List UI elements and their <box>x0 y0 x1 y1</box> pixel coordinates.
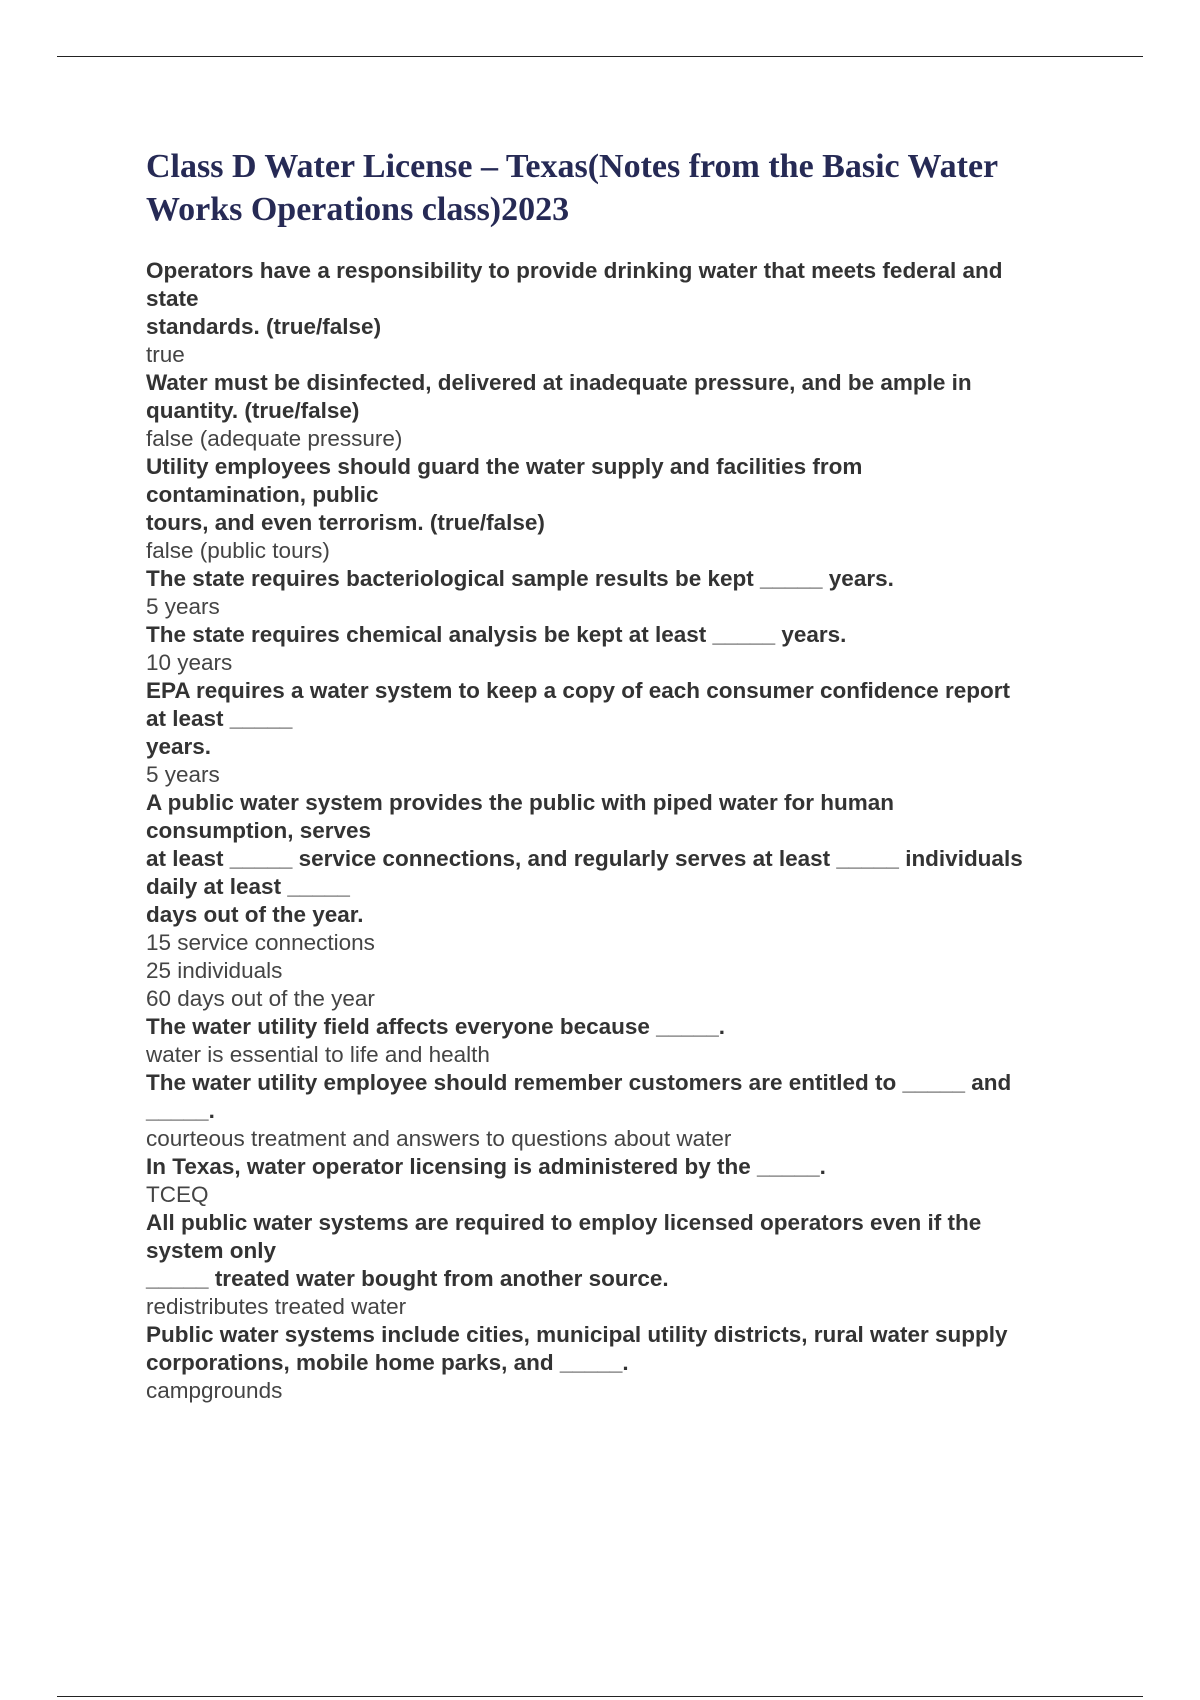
question-line: consumption, serves <box>146 818 372 843</box>
answer-line: courteous treatment and answers to questions about water <box>146 1126 732 1151</box>
question-line: contamination, public <box>146 482 379 507</box>
answer-line: 5 years <box>146 594 220 619</box>
qa-item <box>146 621 1096 677</box>
question-line: In Texas, water operator licensing is administered by the _____. <box>146 1154 826 1179</box>
question-line: daily at least _____ <box>146 874 350 899</box>
answer-line: 15 service connections <box>146 930 375 955</box>
qa-item <box>146 565 1096 621</box>
qa-item <box>146 1069 1096 1153</box>
qa-item <box>146 1013 1096 1069</box>
question-line: Public water systems include cities, municipal utility districts, rural water supply <box>146 1322 1008 1347</box>
qa-list <box>146 257 1096 1405</box>
question-line: _____ treated water bought from another source. <box>146 1266 669 1291</box>
answer-line: water is essential to life and health <box>146 1042 490 1067</box>
qa-item <box>146 1209 1096 1321</box>
title-line: Class D Water License – Texas(Notes from the Basic Water <box>146 148 999 185</box>
question-line: standards. (true/false) <box>146 314 382 339</box>
qa-item <box>146 453 1096 565</box>
question-line: tours, and even terrorism. (true/false) <box>146 510 545 535</box>
question-line: state <box>146 286 199 311</box>
qa-item <box>146 789 1096 1013</box>
question-line: Utility employees should guard the water supply and facilities from <box>146 454 863 479</box>
title-line: Works Operations class)2023 <box>146 191 570 228</box>
qa-item <box>146 369 1096 453</box>
question-line: The water utility employee should remember customers are entitled to _____ and <box>146 1070 1012 1095</box>
answer-line: 25 individuals <box>146 958 283 983</box>
question-line: _____. <box>146 1098 215 1123</box>
qa-item <box>146 257 1096 369</box>
answer-line: 5 years <box>146 762 220 787</box>
answer-line: false (adequate pressure) <box>146 426 403 451</box>
question-line: The state requires chemical analysis be kept at least _____ years. <box>146 622 847 647</box>
answer-line: 60 days out of the year <box>146 986 375 1011</box>
question-line: quantity. (true/false) <box>146 398 360 423</box>
question-line: A public water system provides the public with piped water for human <box>146 790 895 815</box>
answer-line: 10 years <box>146 650 233 675</box>
qa-item <box>146 1153 1096 1209</box>
question-line: The state requires bacteriological sample results be kept _____ years. <box>146 566 894 591</box>
question-line: EPA requires a water system to keep a copy of each consumer confidence report <box>146 678 1011 703</box>
answer-line: false (public tours) <box>146 538 330 563</box>
question-line: All public water systems are required to employ licensed operators even if the <box>146 1210 982 1235</box>
answer-line: redistributes treated water <box>146 1294 407 1319</box>
qa-item <box>146 1321 1096 1405</box>
answer-line: campgrounds <box>146 1378 283 1403</box>
question-line: The water utility field affects everyone because _____. <box>146 1014 726 1039</box>
answer-line: TCEQ <box>146 1182 209 1207</box>
top-rule <box>57 56 1143 57</box>
question-line: corporations, mobile home parks, and _____. <box>146 1350 629 1375</box>
question-line: Water must be disinfected, delivered at inadequate pressure, and be ample in <box>146 370 972 395</box>
answer-line: true <box>146 342 185 367</box>
question-line: Operators have a responsibility to provide drinking water that meets federal and <box>146 258 1003 283</box>
question-line: system only <box>146 1238 277 1263</box>
bottom-rule <box>57 1696 1143 1697</box>
question-line: at least _____ service connections, and regularly serves at least _____ individuals <box>146 846 1023 871</box>
page-title <box>146 145 1096 231</box>
question-line: days out of the year. <box>146 902 364 927</box>
question-line: years. <box>146 734 212 759</box>
qa-item <box>146 677 1096 789</box>
question-line: at least _____ <box>146 706 293 731</box>
